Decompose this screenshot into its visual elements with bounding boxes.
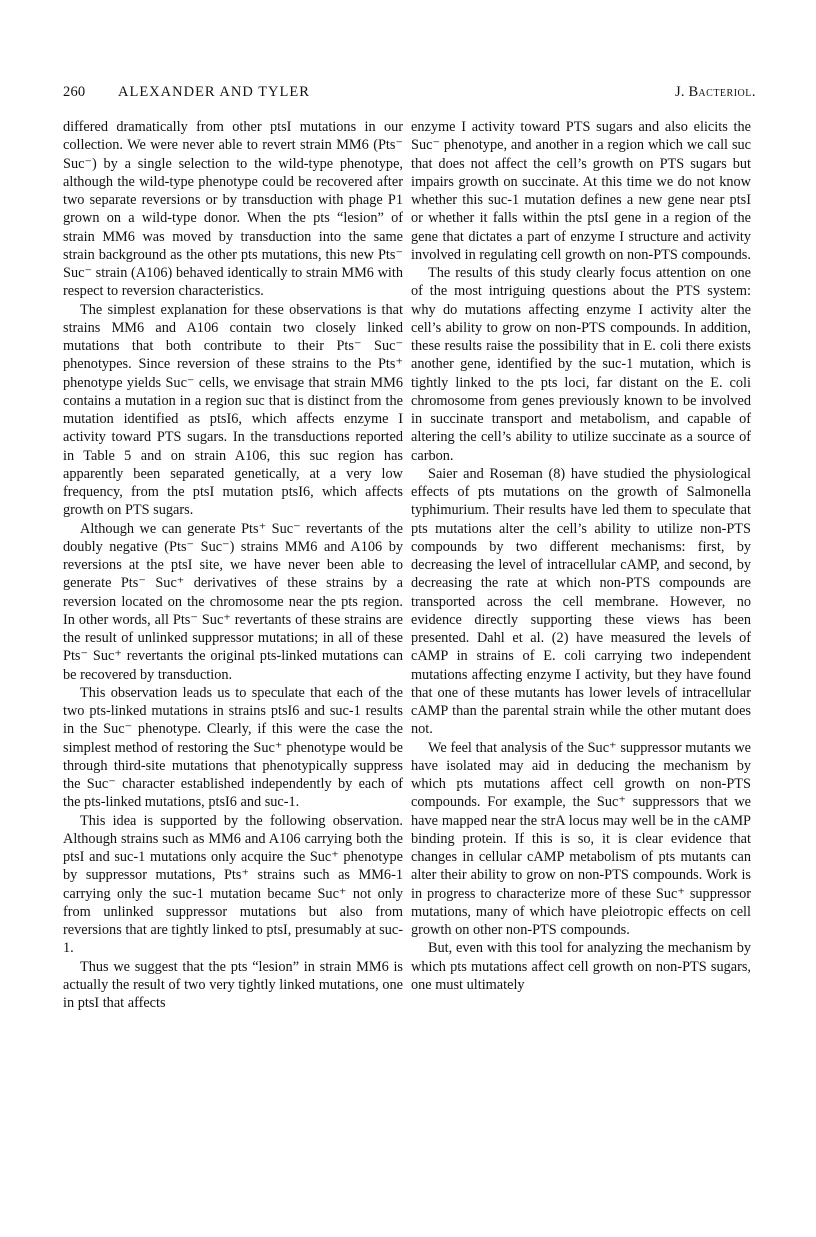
journal-name-rest: acteriol. [698, 84, 756, 100]
running-authors: ALEXANDER AND TYLER [118, 84, 310, 100]
paragraph: enzyme I activity toward PTS sugars and also elicits the Suc⁻ phenotype, and another in a region which we call suc that does not affect the cell’s growth on PTS sugars but impairs growth on succinate. At this time we do not know whether this suc-1 mutation defines a new gene near ptsI or whether it falls within the ptsI gene in a region of the gene that dictates a part of enzyme I structure and activity involved in regulating cell growth on non-PTS compounds. [411, 119, 751, 263]
right-column [411, 118, 751, 994]
paragraph: This idea is supported by the following observation. Although strains such as MM6 and A106 carrying both the ptsI and suc-1 mutations only acquire the Suc⁺ phenotype by suppressor mutations, Pts⁺ strains such as MM6-1 carrying only the suc-1 mutation became Suc⁺ not only from unlinked suppressor mutations but also from reversions that are tightly linked to ptsI, presumably at suc-1. [63, 812, 403, 957]
left-column [63, 118, 403, 1012]
paragraph: Although we can generate Pts⁺ Suc⁻ revertants of the doubly negative (Pts⁻ Suc⁻) strains MM6 and A106 by reversions at the ptsI site, we have never been able to generate Pts⁻ Suc⁺ derivatives of these strains by a reversion located on the chromosome near the pts region. In other words, all Pts⁻ Suc⁺ revertants of these strains are the result of unlinked suppressor mutations; in all of these Pts⁻ Suc⁺ revertants the original pts-linked mutations can be recovered by transduction. [63, 520, 403, 683]
journal-name [675, 84, 756, 101]
journal-name-prefix: J. B [675, 84, 699, 100]
paragraph: Saier and Roseman (8) have studied the physiological effects of pts mutations on the growth of Salmonella typhimurium. Their results have led them to speculate that pts mutations alter the cell’s ability to utilize non-PTS compounds by two different mechanisms: first, by decreasing the level of intracellular cAMP, and second, by decreasing the rate at which non-PTS compounds are transported across the cell membrane. However, no evidence directly supporting these views has been presented. Dahl et al. (2) have measured the levels of cAMP in strains of E. coli carrying two independent mutations affecting enzyme I activity, but they have found that one of these mutants has lower levels of intracellular cAMP than the parental strain while the other mutant does not. [411, 465, 751, 738]
paragraph: But, even with this tool for analyzing the mechanism by which pts mutations affect cell growth on non-PTS sugars, one must ultimately [411, 940, 751, 993]
paragraph: The results of this study clearly focus attention on one of the most intriguing questions about the PTS system: why do mutations affecting enzyme I activity alter the cell’s ability to grow on non-PTS compounds. In addition, these results raise the possibility that in E. coli there exists another gene, identified by the suc-1 mutation, which is tightly linked to the pts loci, far distant on the E. coli chromosome from genes previously known to be involved in succinate transport and metabolism, and capable of altering the cell’s ability to utilize succinate as a source of carbon. [411, 265, 751, 464]
page-number: 260 [63, 84, 86, 100]
paragraph: Thus we suggest that the pts “lesion” in strain MM6 is actually the result of two very tightly linked mutations, one in ptsI that affects [63, 958, 403, 1011]
paragraph: We feel that analysis of the Suc⁺ suppressor mutants we have isolated may aid in deducing the mechanism by which pts mutations affect cell growth on non-PTS compounds. For example, the Suc⁺ suppressors that we have mapped near the strA locus may well be in the cAMP binding protein. If this is so, it is clear evidence that changes in cellular cAMP metabolism of pts mutants can alter their ability to grow on non-PTS compounds. Work is in progress to characterize more of these Suc⁺ suppressor mutations, many of which have pleiotropic effects on cell growth on other non-PTS compounds. [411, 739, 751, 938]
running-header [63, 84, 756, 106]
paragraph: This observation leads us to speculate that each of the two pts-linked mutations in strains ptsI6 and suc-1 results in the Suc⁻ phenotype. Clearly, if this were the case the simplest method of restoring the Suc⁺ phenotype would be through third-site mutations that phenotypically suppress the Suc⁻ character established independently by each of the pts-linked mutations, ptsI6 and suc-1. [63, 684, 403, 811]
paragraph: The simplest explanation for these observations is that strains MM6 and A106 contain two closely linked mutations that both contribute to their Pts⁻ Suc⁻ phenotypes. Since reversion of these strains to the Pts⁺ phenotype yields Suc⁻ cells, we envisage that strain MM6 contains a mutation in a region suc that is distinct from the mutation identified as ptsI6, which affects enzyme I activity toward PTS sugars. In the transductions reported in Table 5 and on strain A106, this suc region has apparently been separated genetically, at a very low frequency, from the ptsI mutation ptsI6, which affects growth on PTS sugars. [63, 301, 403, 519]
paragraph: differed dramatically from other ptsI mutations in our collection. We were never able to revert strain MM6 (Pts⁻ Suc⁻) by a single selection to the wild-type phenotype, although the wild-type phenotype could be recovered after two separate reversions or by transduction with phage P1 grown on a wild-type donor. When the pts “lesion” of strain MM6 was moved by transduction into the same strain background as the other pts mutations, this new Pts⁻ Suc⁻ strain (A106) behaved identically to strain MM6 with respect to reversion characteristics. [63, 119, 403, 300]
